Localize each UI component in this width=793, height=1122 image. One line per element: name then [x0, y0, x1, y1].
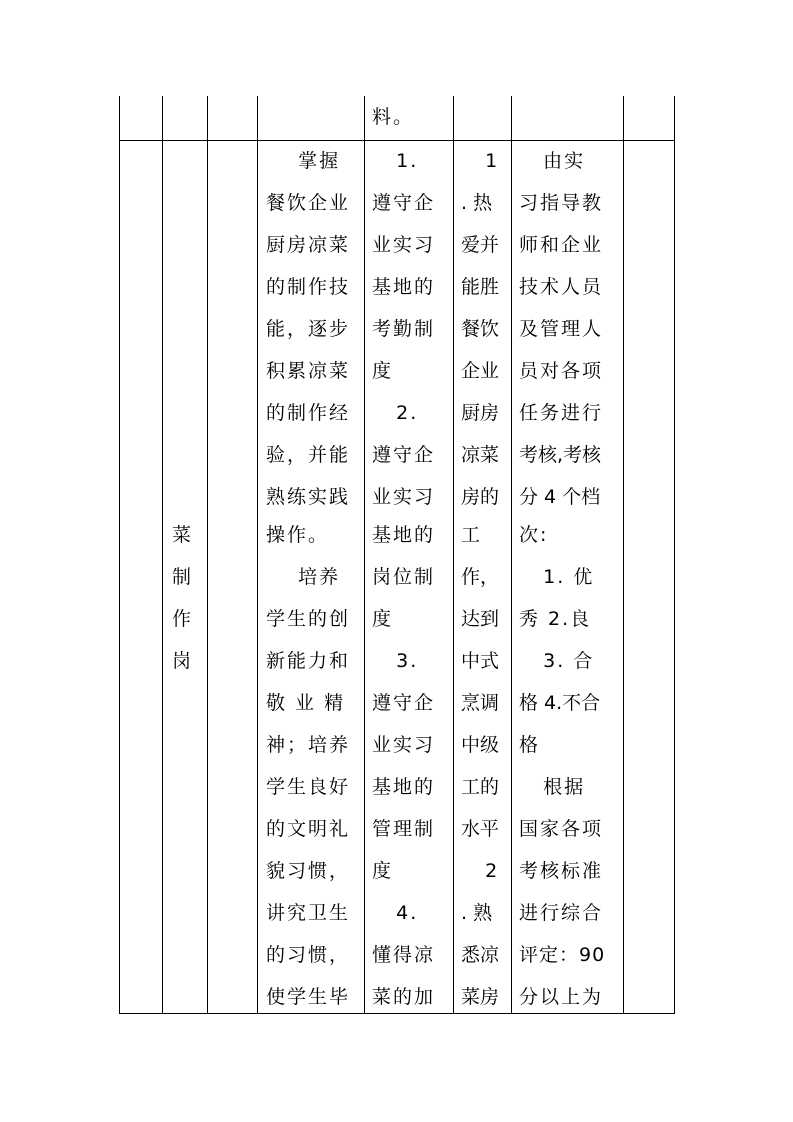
requirements-line: 2. — [372, 402, 419, 424]
requirements-line: 遵守企 — [372, 192, 436, 214]
requirements-line: 业实习 — [372, 234, 436, 256]
objectives-line: 的制作经 — [266, 402, 351, 424]
requirements-line: 度 — [372, 860, 394, 882]
assessment-line: 师和企业 — [519, 234, 604, 256]
col-divider-7 — [623, 96, 624, 1014]
requirements-line: 遵守企 — [372, 692, 436, 714]
assessment-line: 考核标准 — [519, 860, 604, 882]
assessment-line: 格 — [519, 734, 541, 756]
goals-line: 能胜 — [461, 276, 500, 298]
requirements-line: 度 — [372, 608, 394, 630]
objectives-line: 使学生毕 — [266, 986, 351, 1008]
objectives-line: 貌习惯， — [266, 860, 351, 882]
goals-line: 房的 — [461, 486, 500, 508]
requirements-line: 管理制 — [372, 818, 436, 840]
col-divider-2 — [207, 96, 208, 1014]
assessment-line: 国家各项 — [519, 818, 604, 840]
assessment-line: 习指导教 — [519, 192, 604, 214]
assessment-line: 分以上为 — [519, 986, 604, 1008]
objectives-line: 敬 业 精 — [266, 692, 346, 714]
goals-line: 爱并 — [461, 234, 500, 256]
requirements-line: 遵守企 — [372, 444, 436, 466]
post-name-char: 作 — [172, 608, 192, 630]
objectives-line: 神；培养 — [266, 734, 351, 756]
post-name-char: 菜 — [172, 524, 192, 546]
objectives-line: 餐饮企业 — [266, 192, 351, 214]
assessment-line: 根据 — [519, 776, 586, 798]
col-divider-1 — [162, 96, 163, 1014]
goals-line: 作， — [461, 566, 500, 588]
goals-line: 1 — [461, 150, 498, 172]
requirements-line: 懂得凉 — [372, 944, 436, 966]
objectives-line: 的习惯， — [266, 944, 351, 966]
assessment-line: 及管理人 — [519, 318, 604, 340]
objectives-line: 的文明礼 — [266, 818, 351, 840]
post-name-char: 制 — [172, 566, 192, 588]
requirements-line: 3. — [372, 650, 419, 672]
post-name-char: 岗 — [172, 650, 192, 672]
goals-line: 中式 — [461, 650, 500, 672]
assessment-line: 员对各项 — [519, 360, 604, 382]
requirements-line: 业实习 — [372, 734, 436, 756]
goals-line: . 热 — [461, 192, 493, 214]
requirements-line: 基地的 — [372, 776, 436, 798]
assessment-line: 由实 — [519, 150, 586, 172]
objectives-line: 讲究卫生 — [266, 902, 351, 924]
goals-line: 菜房 — [461, 986, 500, 1008]
requirements-line: 菜的加 — [372, 986, 436, 1008]
assessment-line: 格 4.不合 — [519, 692, 601, 714]
assessment-line: 3. 合 — [519, 650, 595, 672]
objectives-line: 掌握 — [266, 150, 341, 172]
objectives-line: 操作。 — [266, 524, 330, 546]
assessment-line: 次: — [519, 524, 549, 546]
col-divider-3 — [257, 96, 258, 1014]
objectives-line: 积累凉菜 — [266, 360, 351, 382]
requirements-line: 基地的 — [372, 524, 436, 546]
objectives-line: 熟练实践 — [266, 486, 351, 508]
table-border-right — [674, 96, 675, 1014]
objectives-line: 学生的创 — [266, 608, 351, 630]
goals-line: 中级 — [461, 734, 500, 756]
goals-line: . 熟 — [461, 902, 493, 924]
requirements-line: 度 — [372, 360, 394, 382]
assessment-line: 技术人员 — [519, 276, 604, 298]
goals-line: 2 — [461, 860, 498, 882]
assessment-line: 进行综合 — [519, 902, 604, 924]
goals-line: 水平 — [461, 818, 500, 840]
table-border-bottom — [119, 1013, 675, 1014]
objectives-line: 能，逐步 — [266, 318, 351, 340]
assessment-line: 评定：90 — [519, 944, 606, 966]
row-divider — [119, 140, 675, 141]
assessment-line: 1. 优 — [519, 566, 595, 588]
objectives-line: 厨房凉菜 — [266, 234, 351, 256]
col-divider-6 — [511, 96, 512, 1014]
goals-line: 餐饮 — [461, 318, 500, 340]
objectives-line: 新能力和 — [266, 650, 351, 672]
goals-line: 烹调 — [461, 692, 500, 714]
requirements-line: 4. — [372, 902, 419, 924]
col-divider-4 — [364, 96, 365, 1014]
objectives-line: 的制作技 — [266, 276, 351, 298]
assessment-line: 秀 2.良 — [519, 608, 592, 630]
requirements-line: 业实习 — [372, 486, 436, 508]
col-divider-5 — [453, 96, 454, 1014]
goals-line: 悉凉 — [461, 944, 500, 966]
goals-line: 工的 — [461, 776, 500, 798]
assessment-line: 分 4 个档 — [519, 486, 601, 508]
requirements-line: 基地的 — [372, 276, 436, 298]
prev-row-col4-text: 料。 — [372, 106, 415, 128]
goals-line: 达到 — [461, 608, 500, 630]
requirements-line: 考勤制 — [372, 318, 436, 340]
goals-line: 凉菜 — [461, 444, 500, 466]
requirements-line: 岗位制 — [372, 566, 436, 588]
objectives-line: 学生良好 — [266, 776, 351, 798]
table-border-left — [119, 96, 120, 1014]
goals-line: 工 — [461, 524, 481, 546]
assessment-line: 考核,考核 — [519, 444, 602, 466]
objectives-line: 培养 — [266, 566, 341, 588]
objectives-line: 验，并能 — [266, 444, 351, 466]
goals-line: 厨房 — [461, 402, 500, 424]
goals-line: 企业 — [461, 360, 500, 382]
requirements-line: 1. — [372, 150, 419, 172]
assessment-line: 任务进行 — [519, 402, 604, 424]
